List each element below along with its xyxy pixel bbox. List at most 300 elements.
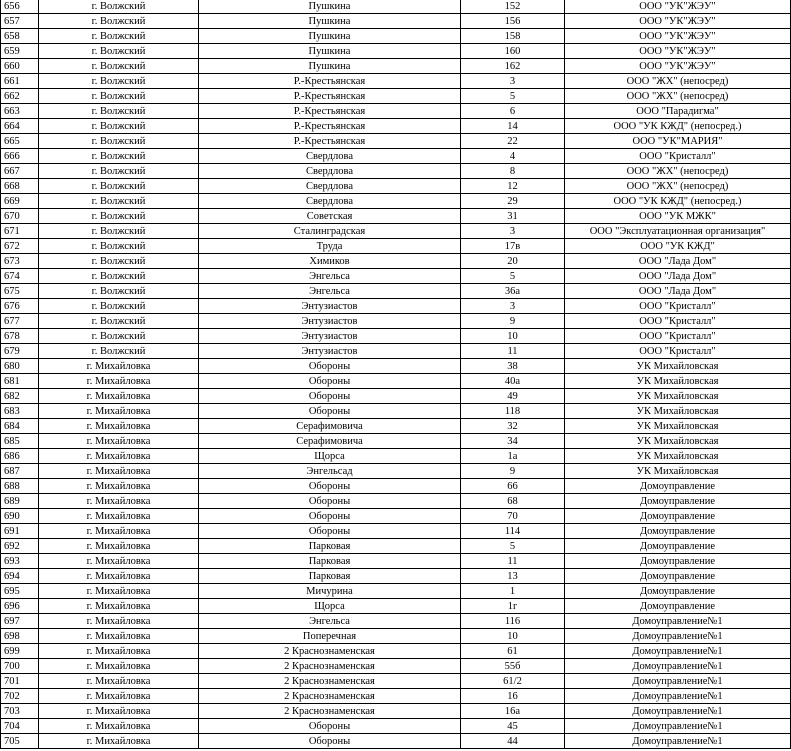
city-cell: г. Михайловка — [39, 404, 199, 419]
street-cell: Р.-Крестьянская — [199, 74, 461, 89]
table-row — [1, 119, 791, 134]
table-row — [1, 569, 791, 584]
management-company-cell: Домоуправление — [565, 554, 791, 569]
city-cell: г. Волжский — [39, 134, 199, 149]
city-cell: г. Волжский — [39, 164, 199, 179]
street-cell: Обороны — [199, 719, 461, 734]
house-number-cell: 16а — [461, 704, 565, 719]
city-cell: г. Михайловка — [39, 479, 199, 494]
city-cell: г. Михайловка — [39, 614, 199, 629]
house-number-cell: 29 — [461, 194, 565, 209]
management-company-cell: ООО "УК КЖД" (непосред.) — [565, 119, 791, 134]
row-number-cell: 692 — [1, 539, 39, 554]
house-number-cell: 1г — [461, 599, 565, 614]
table-row — [1, 134, 791, 149]
table-row — [1, 329, 791, 344]
street-cell: Обороны — [199, 509, 461, 524]
street-cell: Энгельсад — [199, 464, 461, 479]
table-row — [1, 89, 791, 104]
management-company-cell: Домоуправление№1 — [565, 614, 791, 629]
management-company-cell: ООО "ЖХ" (непосред) — [565, 74, 791, 89]
city-cell: г. Михайловка — [39, 644, 199, 659]
management-company-cell: ООО "ЖХ" (непосред) — [565, 89, 791, 104]
management-company-cell: УК Михайловская — [565, 404, 791, 419]
street-cell: Мичурина — [199, 584, 461, 599]
city-cell: г. Михайловка — [39, 389, 199, 404]
city-cell: г. Волжский — [39, 179, 199, 194]
management-company-cell: Домоуправление№1 — [565, 644, 791, 659]
city-cell: г. Волжский — [39, 59, 199, 74]
management-company-cell: Домоуправление — [565, 569, 791, 584]
table-row — [1, 659, 791, 674]
table-row — [1, 599, 791, 614]
street-cell: 2 Краснознаменская — [199, 689, 461, 704]
street-cell: Обороны — [199, 389, 461, 404]
street-cell: Химиков — [199, 254, 461, 269]
management-company-cell: УК Михайловская — [565, 464, 791, 479]
table-row — [1, 554, 791, 569]
management-company-cell: ООО "Кристалл" — [565, 299, 791, 314]
city-cell: г. Михайловка — [39, 674, 199, 689]
city-cell: г. Волжский — [39, 29, 199, 44]
house-number-cell: 22 — [461, 134, 565, 149]
management-company-cell: ООО "Кристалл" — [565, 344, 791, 359]
house-number-cell: 68 — [461, 494, 565, 509]
city-cell: г. Волжский — [39, 209, 199, 224]
row-number-cell: 702 — [1, 689, 39, 704]
city-cell: г. Михайловка — [39, 689, 199, 704]
table-row — [1, 149, 791, 164]
table-row — [1, 449, 791, 464]
row-number-cell: 664 — [1, 119, 39, 134]
house-number-cell: 162 — [461, 59, 565, 74]
street-cell: Пушкина — [199, 29, 461, 44]
street-cell: Энтузиастов — [199, 344, 461, 359]
row-number-cell: 691 — [1, 524, 39, 539]
management-company-cell: ООО "ЖХ" (непосред) — [565, 179, 791, 194]
row-number-cell: 693 — [1, 554, 39, 569]
house-number-cell: 10 — [461, 629, 565, 644]
row-number-cell: 690 — [1, 509, 39, 524]
table-row — [1, 674, 791, 689]
house-number-cell: 6 — [461, 104, 565, 119]
row-number-cell: 670 — [1, 209, 39, 224]
city-cell: г. Михайловка — [39, 629, 199, 644]
city-cell: г. Волжский — [39, 314, 199, 329]
row-number-cell: 665 — [1, 134, 39, 149]
house-number-cell: 55б — [461, 659, 565, 674]
street-cell: Свердлова — [199, 194, 461, 209]
house-number-cell: 8 — [461, 164, 565, 179]
street-cell: Парковая — [199, 569, 461, 584]
house-number-cell: 3 — [461, 74, 565, 89]
city-cell: г. Михайловка — [39, 524, 199, 539]
table-row — [1, 734, 791, 749]
row-number-cell: 700 — [1, 659, 39, 674]
management-company-cell: ООО "УК"ЖЭУ" — [565, 59, 791, 74]
management-company-cell: УК Михайловская — [565, 434, 791, 449]
city-cell: г. Волжский — [39, 44, 199, 59]
management-company-cell: УК Михайловская — [565, 419, 791, 434]
street-cell: Парковая — [199, 554, 461, 569]
street-cell: Энгельса — [199, 614, 461, 629]
row-number-cell: 663 — [1, 104, 39, 119]
table-row — [1, 629, 791, 644]
street-cell: Свердлова — [199, 164, 461, 179]
house-number-cell: 70 — [461, 509, 565, 524]
management-company-cell: Домоуправление№1 — [565, 689, 791, 704]
row-number-cell: 660 — [1, 59, 39, 74]
row-number-cell: 696 — [1, 599, 39, 614]
management-company-cell: ООО "УК КЖД" — [565, 239, 791, 254]
street-cell: Советская — [199, 209, 461, 224]
street-cell: Поперечная — [199, 629, 461, 644]
street-cell: Серафимовича — [199, 419, 461, 434]
table-row — [1, 404, 791, 419]
row-number-cell: 701 — [1, 674, 39, 689]
row-number-cell: 698 — [1, 629, 39, 644]
house-number-cell: 160 — [461, 44, 565, 59]
street-cell: Энтузиастов — [199, 329, 461, 344]
management-company-cell: Домоуправление — [565, 584, 791, 599]
table-row — [1, 314, 791, 329]
row-number-cell: 678 — [1, 329, 39, 344]
city-cell: г. Михайловка — [39, 434, 199, 449]
house-number-cell: 61/2 — [461, 674, 565, 689]
row-number-cell: 658 — [1, 29, 39, 44]
row-number-cell: 656 — [1, 0, 39, 14]
house-number-cell: 116 — [461, 614, 565, 629]
street-cell: Обороны — [199, 479, 461, 494]
management-company-cell: УК Михайловская — [565, 389, 791, 404]
city-cell: г. Волжский — [39, 224, 199, 239]
house-number-cell: 66 — [461, 479, 565, 494]
house-number-cell: 17в — [461, 239, 565, 254]
street-cell: Р.-Крестьянская — [199, 89, 461, 104]
management-company-cell: ООО "УК"ЖЭУ" — [565, 14, 791, 29]
table-row — [1, 224, 791, 239]
management-company-cell: ООО "ЖХ" (непосред) — [565, 164, 791, 179]
management-company-cell: Домоуправление№1 — [565, 704, 791, 719]
row-number-cell: 672 — [1, 239, 39, 254]
row-number-cell: 675 — [1, 284, 39, 299]
house-number-cell: 45 — [461, 719, 565, 734]
row-number-cell: 695 — [1, 584, 39, 599]
city-cell: г. Михайловка — [39, 539, 199, 554]
house-number-cell: 32 — [461, 419, 565, 434]
management-company-cell: ООО "Лада Дом" — [565, 284, 791, 299]
city-cell: г. Михайловка — [39, 449, 199, 464]
house-number-cell: 20 — [461, 254, 565, 269]
street-cell: Свердлова — [199, 149, 461, 164]
row-number-cell: 705 — [1, 734, 39, 749]
street-cell: Щорса — [199, 599, 461, 614]
management-company-cell: Домоуправление — [565, 539, 791, 554]
city-cell: г. Михайловка — [39, 374, 199, 389]
row-number-cell: 666 — [1, 149, 39, 164]
management-company-cell: Домоуправление№1 — [565, 719, 791, 734]
row-number-cell: 686 — [1, 449, 39, 464]
city-cell: г. Волжский — [39, 14, 199, 29]
city-cell: г. Волжский — [39, 284, 199, 299]
row-number-cell: 685 — [1, 434, 39, 449]
house-number-cell: 61 — [461, 644, 565, 659]
house-number-cell: 114 — [461, 524, 565, 539]
city-cell: г. Михайловка — [39, 554, 199, 569]
house-number-cell: 3 — [461, 224, 565, 239]
house-number-cell: 49 — [461, 389, 565, 404]
table-row — [1, 494, 791, 509]
street-cell: Энтузиастов — [199, 299, 461, 314]
house-number-cell: 1 — [461, 584, 565, 599]
street-cell: Обороны — [199, 374, 461, 389]
street-cell: Обороны — [199, 734, 461, 749]
street-cell: Обороны — [199, 404, 461, 419]
management-company-cell: ООО "Кристалл" — [565, 329, 791, 344]
row-number-cell: 674 — [1, 269, 39, 284]
table-row — [1, 584, 791, 599]
house-number-cell: 118 — [461, 404, 565, 419]
row-number-cell: 699 — [1, 644, 39, 659]
table-row — [1, 209, 791, 224]
management-company-cell: Домоуправление — [565, 509, 791, 524]
house-number-cell: 3 — [461, 299, 565, 314]
management-company-cell: УК Михайловская — [565, 374, 791, 389]
table-row — [1, 179, 791, 194]
row-number-cell: 669 — [1, 194, 39, 209]
table-row — [1, 269, 791, 284]
house-number-cell: 16 — [461, 689, 565, 704]
table-row — [1, 374, 791, 389]
street-cell: Щорса — [199, 449, 461, 464]
table-row — [1, 614, 791, 629]
street-cell: Р.-Крестьянская — [199, 134, 461, 149]
row-number-cell: 677 — [1, 314, 39, 329]
row-number-cell: 681 — [1, 374, 39, 389]
row-number-cell: 680 — [1, 359, 39, 374]
house-number-cell: 4 — [461, 149, 565, 164]
table-row — [1, 14, 791, 29]
street-cell: Сталинградская — [199, 224, 461, 239]
management-company-cell: ООО "Лада Дом" — [565, 254, 791, 269]
management-company-cell: Домоуправление — [565, 479, 791, 494]
management-company-cell: Домоуправление — [565, 524, 791, 539]
city-cell: г. Волжский — [39, 299, 199, 314]
row-number-cell: 694 — [1, 569, 39, 584]
street-cell: 2 Краснознаменская — [199, 674, 461, 689]
street-cell: Парковая — [199, 539, 461, 554]
management-company-cell: Домоуправление№1 — [565, 734, 791, 749]
house-number-cell: 36а — [461, 284, 565, 299]
management-company-cell: Домоуправление№1 — [565, 659, 791, 674]
management-company-cell: ООО "УК"ЖЭУ" — [565, 0, 791, 14]
management-company-cell: ООО "УК"МАРИЯ" — [565, 134, 791, 149]
city-cell: г. Волжский — [39, 344, 199, 359]
management-company-cell: Домоуправление№1 — [565, 629, 791, 644]
row-number-cell: 682 — [1, 389, 39, 404]
management-company-cell: ООО "Лада Дом" — [565, 269, 791, 284]
table-row — [1, 194, 791, 209]
table-row — [1, 389, 791, 404]
row-number-cell: 703 — [1, 704, 39, 719]
table-row — [1, 29, 791, 44]
house-number-cell: 11 — [461, 554, 565, 569]
table-row — [1, 284, 791, 299]
management-company-cell: ООО "Эксплуатационная организация" — [565, 224, 791, 239]
house-number-cell: 156 — [461, 14, 565, 29]
street-cell: 2 Краснознаменская — [199, 704, 461, 719]
row-number-cell: 657 — [1, 14, 39, 29]
street-cell: Р.-Крестьянская — [199, 104, 461, 119]
house-number-cell: 5 — [461, 539, 565, 554]
table-row — [1, 239, 791, 254]
table-row — [1, 704, 791, 719]
street-cell: Энгельса — [199, 284, 461, 299]
city-cell: г. Михайловка — [39, 494, 199, 509]
house-number-cell: 38 — [461, 359, 565, 374]
street-cell: 2 Краснознаменская — [199, 644, 461, 659]
table-row — [1, 44, 791, 59]
table-row — [1, 164, 791, 179]
house-number-cell: 34 — [461, 434, 565, 449]
house-number-cell: 152 — [461, 0, 565, 14]
table-row — [1, 359, 791, 374]
city-cell: г. Волжский — [39, 104, 199, 119]
management-company-cell: ООО "УК МЖК" — [565, 209, 791, 224]
house-number-cell: 31 — [461, 209, 565, 224]
house-number-cell: 11 — [461, 344, 565, 359]
city-cell: г. Михайловка — [39, 464, 199, 479]
row-number-cell: 697 — [1, 614, 39, 629]
city-cell: г. Волжский — [39, 254, 199, 269]
house-number-cell: 9 — [461, 314, 565, 329]
management-company-cell: ООО "Парадигма" — [565, 104, 791, 119]
street-cell: Серафимовича — [199, 434, 461, 449]
house-number-cell: 13 — [461, 569, 565, 584]
row-number-cell: 661 — [1, 74, 39, 89]
city-cell: г. Михайловка — [39, 584, 199, 599]
city-cell: г. Волжский — [39, 0, 199, 14]
street-cell: Обороны — [199, 494, 461, 509]
city-cell: г. Волжский — [39, 329, 199, 344]
table-row — [1, 344, 791, 359]
city-cell: г. Михайловка — [39, 359, 199, 374]
row-number-cell: 668 — [1, 179, 39, 194]
house-number-cell: 44 — [461, 734, 565, 749]
table-row — [1, 104, 791, 119]
row-number-cell: 689 — [1, 494, 39, 509]
street-cell: Обороны — [199, 359, 461, 374]
table-row — [1, 464, 791, 479]
street-cell: Труда — [199, 239, 461, 254]
house-number-cell: 14 — [461, 119, 565, 134]
city-cell: г. Волжский — [39, 194, 199, 209]
table-row — [1, 644, 791, 659]
table-row — [1, 719, 791, 734]
street-cell: Пушкина — [199, 59, 461, 74]
table-body — [1, 0, 791, 749]
row-number-cell: 662 — [1, 89, 39, 104]
table-row — [1, 254, 791, 269]
city-cell: г. Волжский — [39, 119, 199, 134]
street-cell: Р.-Крестьянская — [199, 119, 461, 134]
row-number-cell: 683 — [1, 404, 39, 419]
street-cell: Свердлова — [199, 179, 461, 194]
city-cell: г. Михайловка — [39, 704, 199, 719]
management-company-cell: Домоуправление — [565, 494, 791, 509]
table-row — [1, 479, 791, 494]
row-number-cell: 659 — [1, 44, 39, 59]
house-number-cell: 158 — [461, 29, 565, 44]
row-number-cell: 671 — [1, 224, 39, 239]
management-company-cell: ООО "УК"ЖЭУ" — [565, 29, 791, 44]
row-number-cell: 688 — [1, 479, 39, 494]
management-company-cell: ООО "Кристалл" — [565, 149, 791, 164]
row-number-cell: 676 — [1, 299, 39, 314]
table-row — [1, 0, 791, 14]
street-cell: Энгельса — [199, 269, 461, 284]
house-number-cell: 9 — [461, 464, 565, 479]
city-cell: г. Михайловка — [39, 734, 199, 749]
city-cell: г. Михайловка — [39, 419, 199, 434]
city-cell: г. Волжский — [39, 89, 199, 104]
table-row — [1, 509, 791, 524]
table-row — [1, 434, 791, 449]
city-cell: г. Михайловка — [39, 659, 199, 674]
table-row — [1, 524, 791, 539]
row-number-cell: 673 — [1, 254, 39, 269]
management-company-cell: ООО "Кристалл" — [565, 314, 791, 329]
street-cell: 2 Краснознаменская — [199, 659, 461, 674]
management-company-cell: Домоуправление№1 — [565, 674, 791, 689]
street-cell: Обороны — [199, 524, 461, 539]
row-number-cell: 684 — [1, 419, 39, 434]
street-cell: Пушкина — [199, 14, 461, 29]
city-cell: г. Михайловка — [39, 719, 199, 734]
table-row — [1, 59, 791, 74]
table-row — [1, 419, 791, 434]
city-cell: г. Михайловка — [39, 599, 199, 614]
management-company-cell: Домоуправление — [565, 599, 791, 614]
row-number-cell: 679 — [1, 344, 39, 359]
table-row — [1, 74, 791, 89]
city-cell: г. Волжский — [39, 239, 199, 254]
street-cell: Пушкина — [199, 0, 461, 14]
house-number-cell: 5 — [461, 89, 565, 104]
row-number-cell: 687 — [1, 464, 39, 479]
city-cell: г. Волжский — [39, 269, 199, 284]
management-company-cell: УК Михайловская — [565, 359, 791, 374]
house-number-cell: 40а — [461, 374, 565, 389]
house-number-cell: 10 — [461, 329, 565, 344]
house-number-cell: 12 — [461, 179, 565, 194]
street-cell: Пушкина — [199, 44, 461, 59]
house-number-cell: 5 — [461, 269, 565, 284]
city-cell: г. Михайловка — [39, 509, 199, 524]
house-number-cell: 1а — [461, 449, 565, 464]
management-company-cell: УК Михайловская — [565, 449, 791, 464]
management-company-cell: ООО "УК"ЖЭУ" — [565, 44, 791, 59]
city-cell: г. Михайловка — [39, 569, 199, 584]
row-number-cell: 667 — [1, 164, 39, 179]
city-cell: г. Волжский — [39, 149, 199, 164]
table-row — [1, 539, 791, 554]
city-cell: г. Волжский — [39, 74, 199, 89]
management-company-cell: ООО "УК КЖД" (непосред.) — [565, 194, 791, 209]
table-row — [1, 689, 791, 704]
table-row — [1, 299, 791, 314]
street-cell: Энтузиастов — [199, 314, 461, 329]
